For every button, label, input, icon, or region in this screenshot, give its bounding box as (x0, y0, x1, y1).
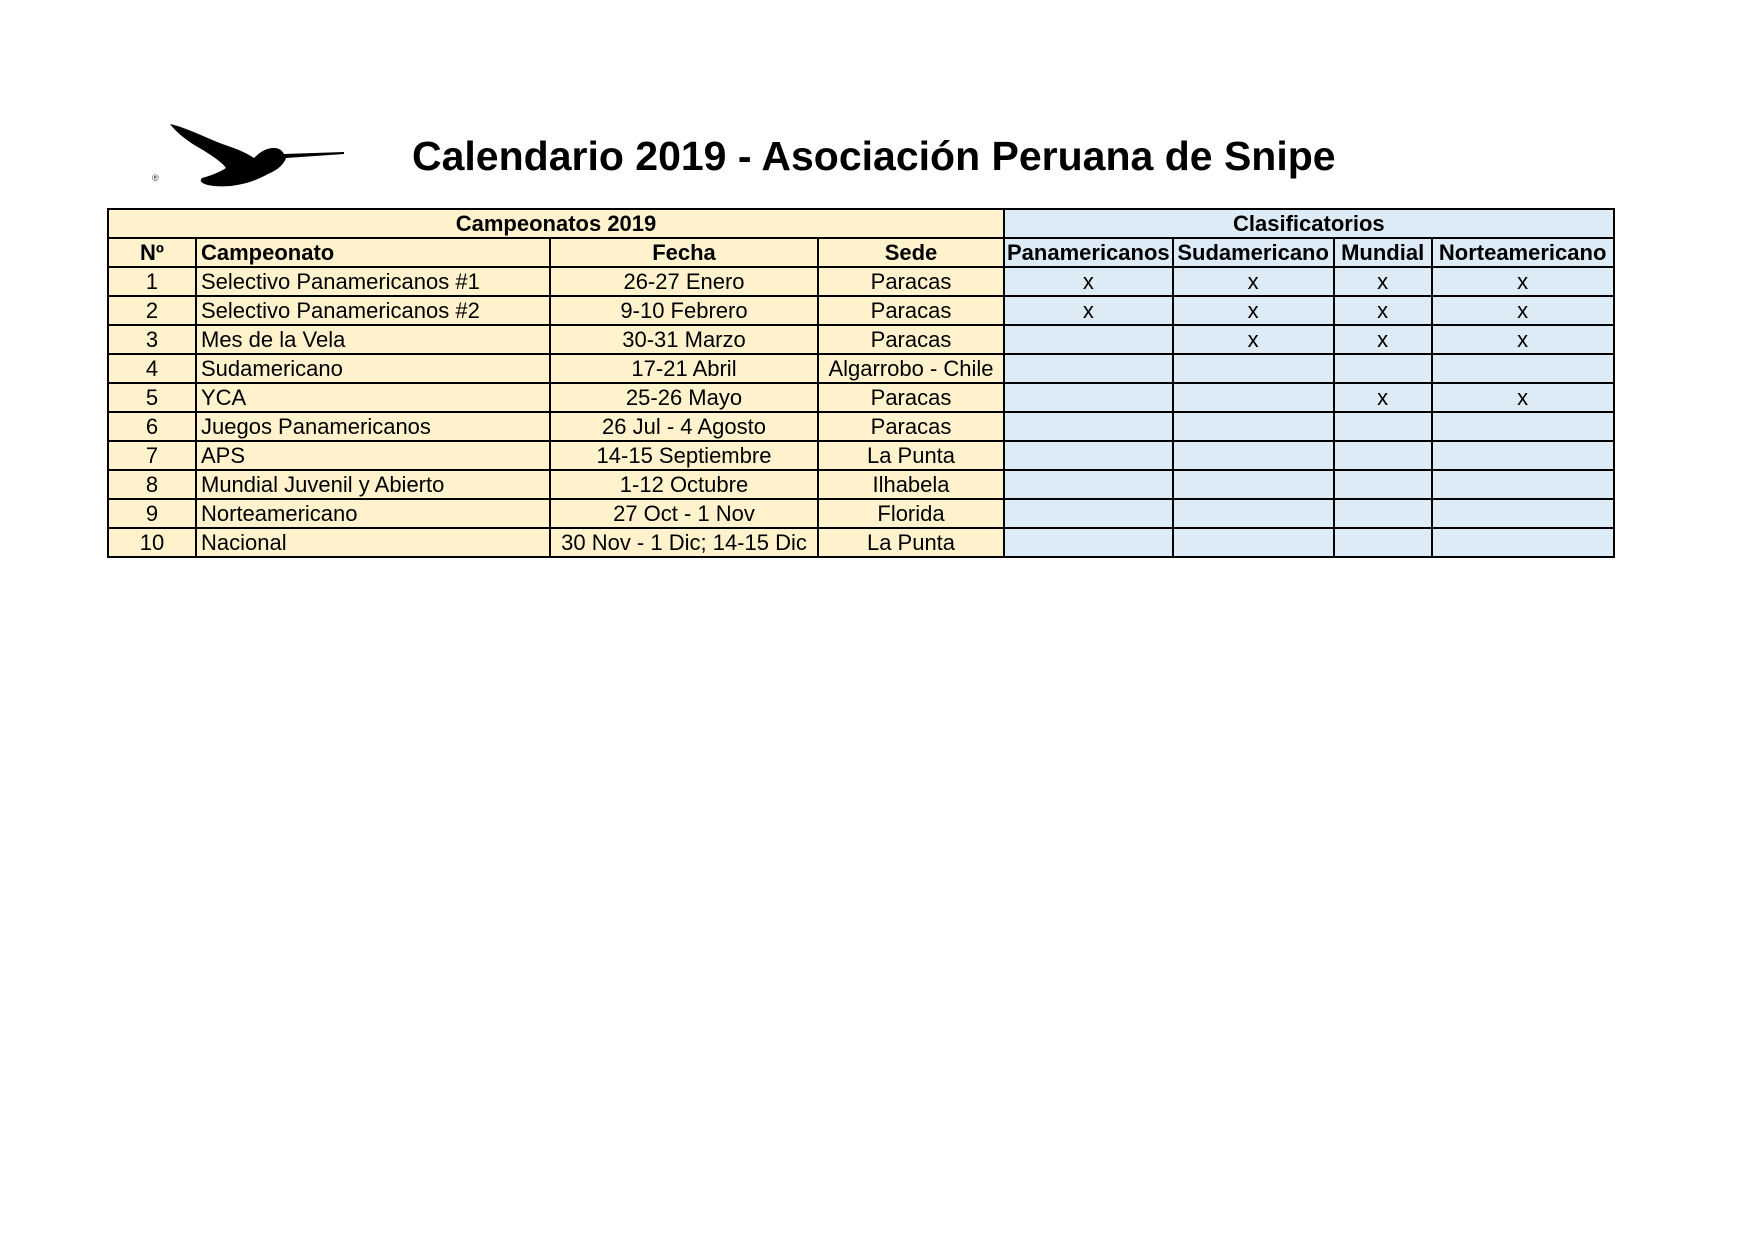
cell-sede: Paracas (818, 412, 1004, 441)
cell-sede: Florida (818, 499, 1004, 528)
table-row (108, 412, 1614, 441)
cell-campeonato: Mes de la Vela (196, 325, 550, 354)
calendar-table (107, 208, 1615, 558)
cell-sede: Paracas (818, 267, 1004, 296)
cell-panamericanos: x (1004, 296, 1173, 325)
cell-norteamericano (1432, 499, 1614, 528)
page-title: Calendario 2019 - Asociación Peruana de Snipe (412, 133, 1336, 179)
cell-sudamericano (1173, 383, 1334, 412)
cell-sudamericano: x (1173, 325, 1334, 354)
cell-num: 9 (108, 499, 196, 528)
cell-mundial (1334, 354, 1432, 383)
cell-norteamericano (1432, 528, 1614, 557)
cell-campeonato: Mundial Juvenil y Abierto (196, 470, 550, 499)
cell-sudamericano (1173, 499, 1334, 528)
cell-mundial: x (1334, 296, 1432, 325)
col-header-fecha: Fecha (550, 238, 818, 267)
cell-fecha: 9-10 Febrero (550, 296, 818, 325)
cell-norteamericano: x (1432, 325, 1614, 354)
cell-sede: La Punta (818, 528, 1004, 557)
cell-fecha: 30-31 Marzo (550, 325, 818, 354)
col-header-campeonato: Campeonato (196, 238, 550, 267)
cell-sudamericano (1173, 412, 1334, 441)
col-header-sede: Sede (818, 238, 1004, 267)
cell-mundial (1334, 441, 1432, 470)
cell-fecha: 17-21 Abril (550, 354, 818, 383)
cell-num: 7 (108, 441, 196, 470)
cell-num: 1 (108, 267, 196, 296)
group-header-row (108, 209, 1614, 238)
cell-num: 4 (108, 354, 196, 383)
cell-campeonato: Nacional (196, 528, 550, 557)
cell-fecha: 30 Nov - 1 Dic; 14-15 Dic (550, 528, 818, 557)
cell-campeonato: Selectivo Panamericanos #1 (196, 267, 550, 296)
cell-num: 6 (108, 412, 196, 441)
cell-num: 8 (108, 470, 196, 499)
cell-sede: Paracas (818, 296, 1004, 325)
cell-mundial (1334, 412, 1432, 441)
table-row (108, 383, 1614, 412)
cell-norteamericano (1432, 354, 1614, 383)
table-row (108, 470, 1614, 499)
col-header-sudamericano: Sudamericano (1173, 238, 1334, 267)
cell-campeonato: YCA (196, 383, 550, 412)
cell-panamericanos: x (1004, 267, 1173, 296)
cell-panamericanos (1004, 470, 1173, 499)
cell-campeonato: Selectivo Panamericanos #2 (196, 296, 550, 325)
column-header-row (108, 238, 1614, 267)
cell-fecha: 26-27 Enero (550, 267, 818, 296)
cell-sudamericano (1173, 354, 1334, 383)
cell-sudamericano (1173, 528, 1334, 557)
cell-sudamericano (1173, 441, 1334, 470)
cell-panamericanos (1004, 412, 1173, 441)
cell-panamericanos (1004, 441, 1173, 470)
cell-sede: Ilhabela (818, 470, 1004, 499)
table-row (108, 354, 1614, 383)
cell-sede: La Punta (818, 441, 1004, 470)
cell-sede: Algarrobo - Chile (818, 354, 1004, 383)
cell-num: 10 (108, 528, 196, 557)
cell-mundial: x (1334, 267, 1432, 296)
table-row (108, 267, 1614, 296)
registered-mark: ® (152, 173, 159, 183)
cell-norteamericano: x (1432, 296, 1614, 325)
cell-panamericanos (1004, 383, 1173, 412)
col-header-mundial: Mundial (1334, 238, 1432, 267)
cell-fecha: 14-15 Septiembre (550, 441, 818, 470)
table-row (108, 528, 1614, 557)
cell-campeonato: Sudamericano (196, 354, 550, 383)
table-row (108, 441, 1614, 470)
cell-norteamericano (1432, 441, 1614, 470)
cell-sede: Paracas (818, 325, 1004, 354)
cell-num: 2 (108, 296, 196, 325)
cell-norteamericano: x (1432, 267, 1614, 296)
cell-campeonato: Juegos Panamericanos (196, 412, 550, 441)
cell-fecha: 26 Jul - 4 Agosto (550, 412, 818, 441)
cell-mundial: x (1334, 325, 1432, 354)
cell-fecha: 25-26 Mayo (550, 383, 818, 412)
table-row (108, 499, 1614, 528)
col-header-num: Nº (108, 238, 196, 267)
cell-campeonato: APS (196, 441, 550, 470)
table-row (108, 296, 1614, 325)
cell-fecha: 27 Oct - 1 Nov (550, 499, 818, 528)
snipe-bird-logo-icon (150, 118, 350, 198)
col-header-panamericanos: Panamericanos (1004, 238, 1173, 267)
group-header-clasificatorios: Clasificatorios (1004, 209, 1614, 238)
cell-sede: Paracas (818, 383, 1004, 412)
cell-fecha: 1-12 Octubre (550, 470, 818, 499)
cell-mundial: x (1334, 383, 1432, 412)
cell-sudamericano: x (1173, 296, 1334, 325)
table-row (108, 325, 1614, 354)
cell-panamericanos (1004, 354, 1173, 383)
cell-panamericanos (1004, 528, 1173, 557)
cell-mundial (1334, 528, 1432, 557)
cell-sudamericano: x (1173, 267, 1334, 296)
cell-norteamericano (1432, 470, 1614, 499)
cell-mundial (1334, 470, 1432, 499)
cell-sudamericano (1173, 470, 1334, 499)
cell-panamericanos (1004, 325, 1173, 354)
col-header-norteamericano: Norteamericano (1432, 238, 1614, 267)
group-header-campeonatos: Campeonatos 2019 (108, 209, 1004, 238)
cell-norteamericano: x (1432, 383, 1614, 412)
cell-panamericanos (1004, 499, 1173, 528)
cell-num: 5 (108, 383, 196, 412)
cell-norteamericano (1432, 412, 1614, 441)
cell-mundial (1334, 499, 1432, 528)
cell-num: 3 (108, 325, 196, 354)
cell-campeonato: Norteamericano (196, 499, 550, 528)
